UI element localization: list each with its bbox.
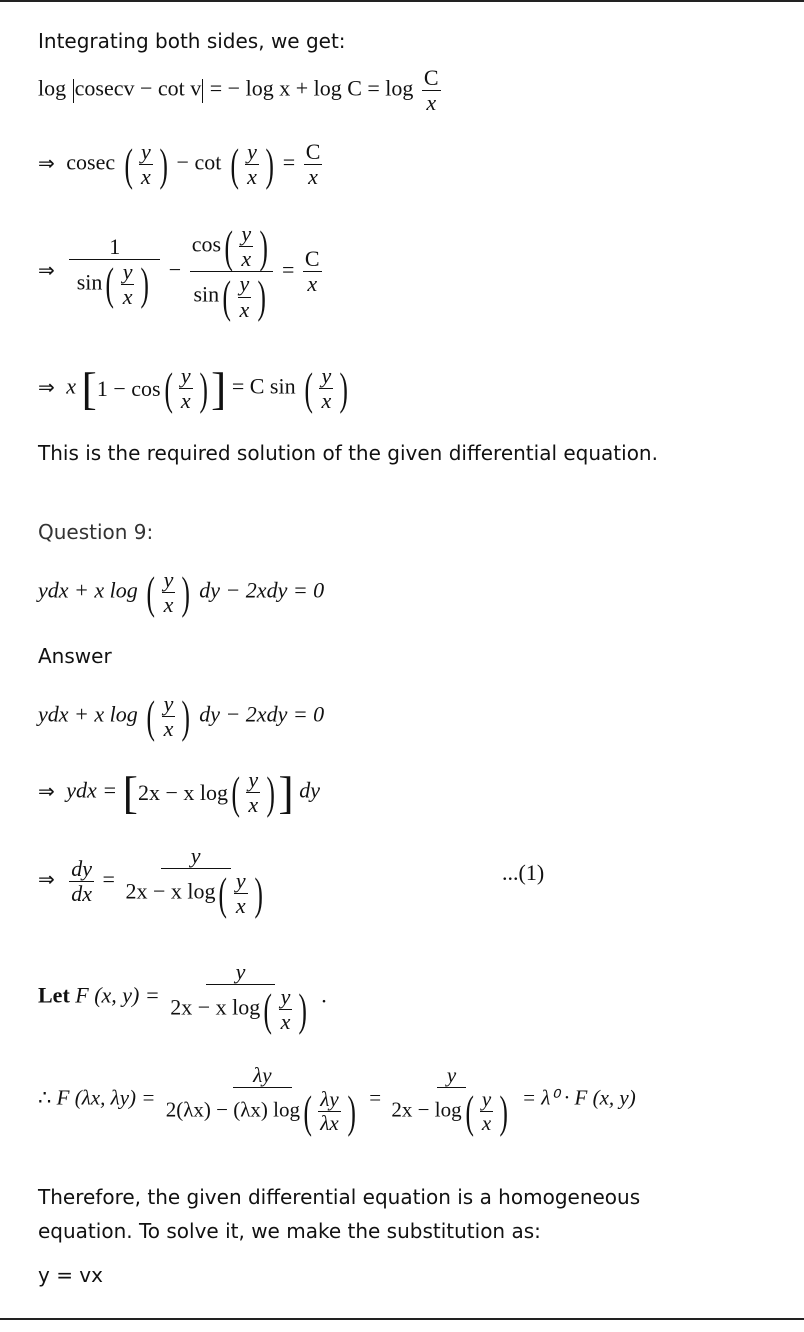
question-label: Question 9: [38,520,154,544]
substitution-text: y = vx [38,1263,103,1287]
top-rule [0,0,804,2]
equation-tag: ...(1) [502,860,545,885]
abs-expression: cosecv − cot v [74,75,202,101]
rhs-expression: = − log x + log C = log [209,75,414,101]
answer-equation-2: ⇒ ydx = [ 2x − x log ( $\frac{y}{x}$ ) ] dy [38,766,321,818]
minus-cot-text: − cot [176,149,222,175]
therefore-text [38,1180,640,1248]
minus-sign: − [168,256,182,282]
therefore-text-line2: equation. To solve it, we make the substitution as: [38,1219,541,1243]
implies-arrow: ⇒ [38,257,55,282]
question-equation: ydx + x log ( $\frac{y}{x}$ ) dy − 2xdy = 0 [38,566,325,618]
equation-step1 [38,66,444,115]
implies-arrow: ⇒ [38,374,55,399]
intro-text: Integrating both sides, we get: [38,29,346,53]
answer-label: Answer [38,644,112,668]
fraction-c-over-x: $\frac{C}{x}$ [423,65,439,116]
equation-step3 [38,222,325,322]
cosec-text: cosec [66,149,116,175]
log-text: log [38,75,67,101]
bottom-rule [0,1318,804,1320]
fraction-c-over-x: $\frac{C}{x}$ [305,139,321,190]
therefore-equation: ∴ F (λx, λy) = λy 2(λx) − (λx) log ( $\frac{\lambda y}{\lambda x}$ ) = y 2x − log ( $\frac{y}{x}$ ) = λ⁰ · F (x, y) [38,1063,636,1137]
fraction-c-over-x: $\frac{C}{x}$ [304,246,320,297]
fraction-cos-over-sin: cos ( $\frac{y}{x}$ ) sin ( $\frac{y}{x}$ ) [190,222,274,322]
fraction-y-over-x: $\frac{y}{x}$ [140,139,151,190]
implies-arrow: ⇒ [38,150,55,175]
equation-step2: ⇒ cosec ( $\frac{y}{x}$ ) − cot ( $\frac{y}{x}$ ) = $\frac{C}{x}$ [38,138,321,190]
fraction-one-over-sin: 1 sin ( $\frac{y}{x}$ ) [69,235,160,310]
one-minus-cos-text: 1 − cos [96,375,161,401]
equals-sign: = [282,149,296,175]
answer-equation-3: ⇒ $\frac{dy}{dx}$ = y 2x − x log ( $\frac{y}{x}$ ) [38,843,263,919]
conclusion-text: This is the required solution of the given differential equation. [38,441,658,465]
eq-c-sin-text: = C sin [231,373,296,399]
x-variable: x [66,373,77,399]
fraction-y-over-x: $\frac{y}{x}$ [247,139,257,190]
equals-sign: = [281,256,295,282]
answer-equation-1: ydx + x log ( $\frac{y}{x}$ ) dy − 2xdy = 0 [38,690,325,742]
let-equation: Let F (x, y) = y 2x − x log ( $\frac{y}{x}$ ) . [38,959,327,1035]
therefore-text-line1: Therefore, the given differential equation is a homogeneous [38,1185,641,1209]
equation-step4: ⇒ x [ 1 − cos ( $\frac{y}{x}$ ) ] = C sin ( $\frac{y}{x}$ ) [38,362,349,414]
